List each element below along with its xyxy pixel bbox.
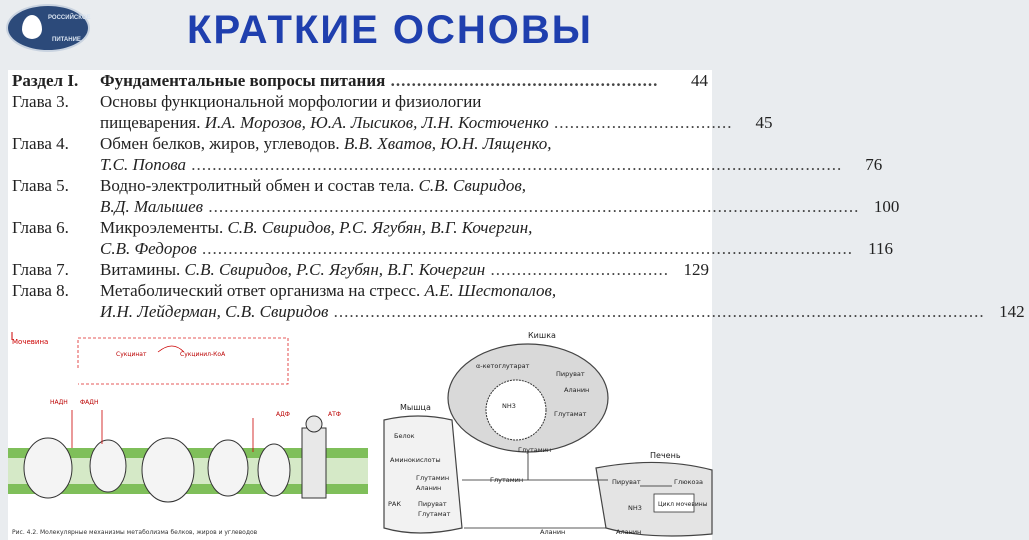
chapter-title: Микроэлементы. С.В. Свиридов, Р.С. Ягубян, В.Г. Кочергин, [100,218,533,237]
chapter-authors: С.В. Федоров ............................................................................................................................ [100,239,853,258]
urea-cycle-label: Цикл мочевины [658,501,708,508]
toc-chapter-row [8,112,773,133]
section-label: Раздел I. [12,71,79,90]
water-drop-icon [22,15,42,39]
toc-chapter-row [8,175,712,196]
chapter-page: 45 [755,113,773,132]
succinyl-coa-label: Сукцинил-КоА [180,351,226,358]
chapter-label: Глава 5. [12,176,69,195]
metabolism-membrane-figure [8,328,368,540]
nadh-label: НАДН [50,399,68,406]
chapter-title: Метаболический ответ организма на стресс. А.Е. Шестопалов, [100,281,557,300]
chapter-label: Глава 3. [12,92,69,111]
nh3-label: NH3 [502,402,516,410]
toc-section-row [8,70,712,91]
toc-chapter-row [8,259,712,280]
chapter-page: 76 [865,155,883,174]
pyruvate-muscle-label: Пируват [418,500,447,508]
chapter-page: 129 [683,260,709,279]
fadh-label: ФАДН [80,399,99,406]
alanine-muscle-label: Аланин [416,484,442,492]
toc-chapter-row [8,154,883,175]
urea-label: Мочевина [12,338,49,346]
atp-label: АТФ [328,411,341,418]
chapter-title: Основы функциональной морфологии и физиологии [100,92,482,111]
table-of-contents [8,70,1025,322]
chapter-page: 100 [873,197,900,216]
chapter-title: Обмен белков, жиров, углеводов. В.В. Хватов, Ю.Н. Лященко, [100,134,552,153]
toc-chapter-row [8,280,712,301]
toc-chapter-row [8,238,893,259]
toc-chapter-row [8,91,712,112]
toc-chapter-row [8,133,712,154]
glutamine-muscle-label: Глутамин [416,474,450,482]
glutamate-muscle-label: Глутамат [418,510,451,518]
chapter-authors: И.Н. Лейдерман, С.В. Свиридов ............................................................................................................................ [100,302,985,321]
succinate-label: Сукцинат [116,351,147,358]
slide-title: КРАТКИЕ ОСНОВЫ [187,8,593,52]
chapter-page: 116 [868,239,893,258]
chapter-authors: Т.С. Попова ............................................................................................................................ [100,155,843,174]
pyruvate-label: Пируват [556,370,585,378]
organ-metabolism-figure [378,328,712,540]
glucose-label: Глюкоза [674,478,703,486]
protein-label: Белок [394,432,415,440]
alanine-label: Аланин [564,386,590,394]
section-title: Фундаментальные вопросы питания ................................................... [100,71,659,90]
section-page: 44 [691,71,708,90]
chapter-label: Глава 8. [12,281,69,300]
intestine-label: Кишка [528,331,556,340]
logo-text-top: РОССИЙСКОЕ [48,15,91,21]
figure-caption: Рис. 4.2. Молекулярные механизмы метаболизма белков, жиров и углеводов [12,529,258,536]
logo [6,4,90,52]
alpha-ketoglutarate-label: α-кетоглутарат [476,362,530,370]
glutamine-flow-label: Глутамин [490,476,524,484]
chapter-page: 142 [999,302,1025,321]
bcaa-label: РАК [388,500,401,508]
pyruvate-liver-label: Пируват [612,478,641,486]
chapter-label: Глава 6. [12,218,69,237]
chapter-title-cont: пищеварения. И.А. Морозов, Ю.А. Лысиков, Л.Н. Костюченко .................................. [100,113,733,132]
chapter-label: Глава 7. [12,260,69,279]
toc-chapter-row [8,217,712,238]
alanine-liver-label: Аланин [616,528,642,536]
chapter-title: Витамины. С.В. Свиридов, Р.С. Ягубян, В.Г. Кочергин .................................. [100,260,669,279]
alanine-bottom-label: Аланин [540,528,566,536]
adp-label: АДФ [276,411,290,418]
nh3-liver-label: NH3 [628,504,642,512]
muscle-label: Мышца [400,403,431,412]
glutamine-label: Глутамин [518,446,552,454]
chapter-title: Водно-электролитный обмен и состав тела. С.В. Свиридов, [100,176,526,195]
toc-chapter-row [8,196,900,217]
glutamate-label: Глутамат [554,410,587,418]
document-page [8,70,1025,540]
logo-text-bottom: ПИТАНИЕ [52,37,81,43]
chapter-authors: В.Д. Малышев ............................................................................................................................ [100,197,860,216]
toc-chapter-row [8,301,1025,322]
amino-acids-label: Аминокислоты [390,456,441,464]
chapter-label: Глава 4. [12,134,69,153]
liver-label: Печень [650,451,681,460]
